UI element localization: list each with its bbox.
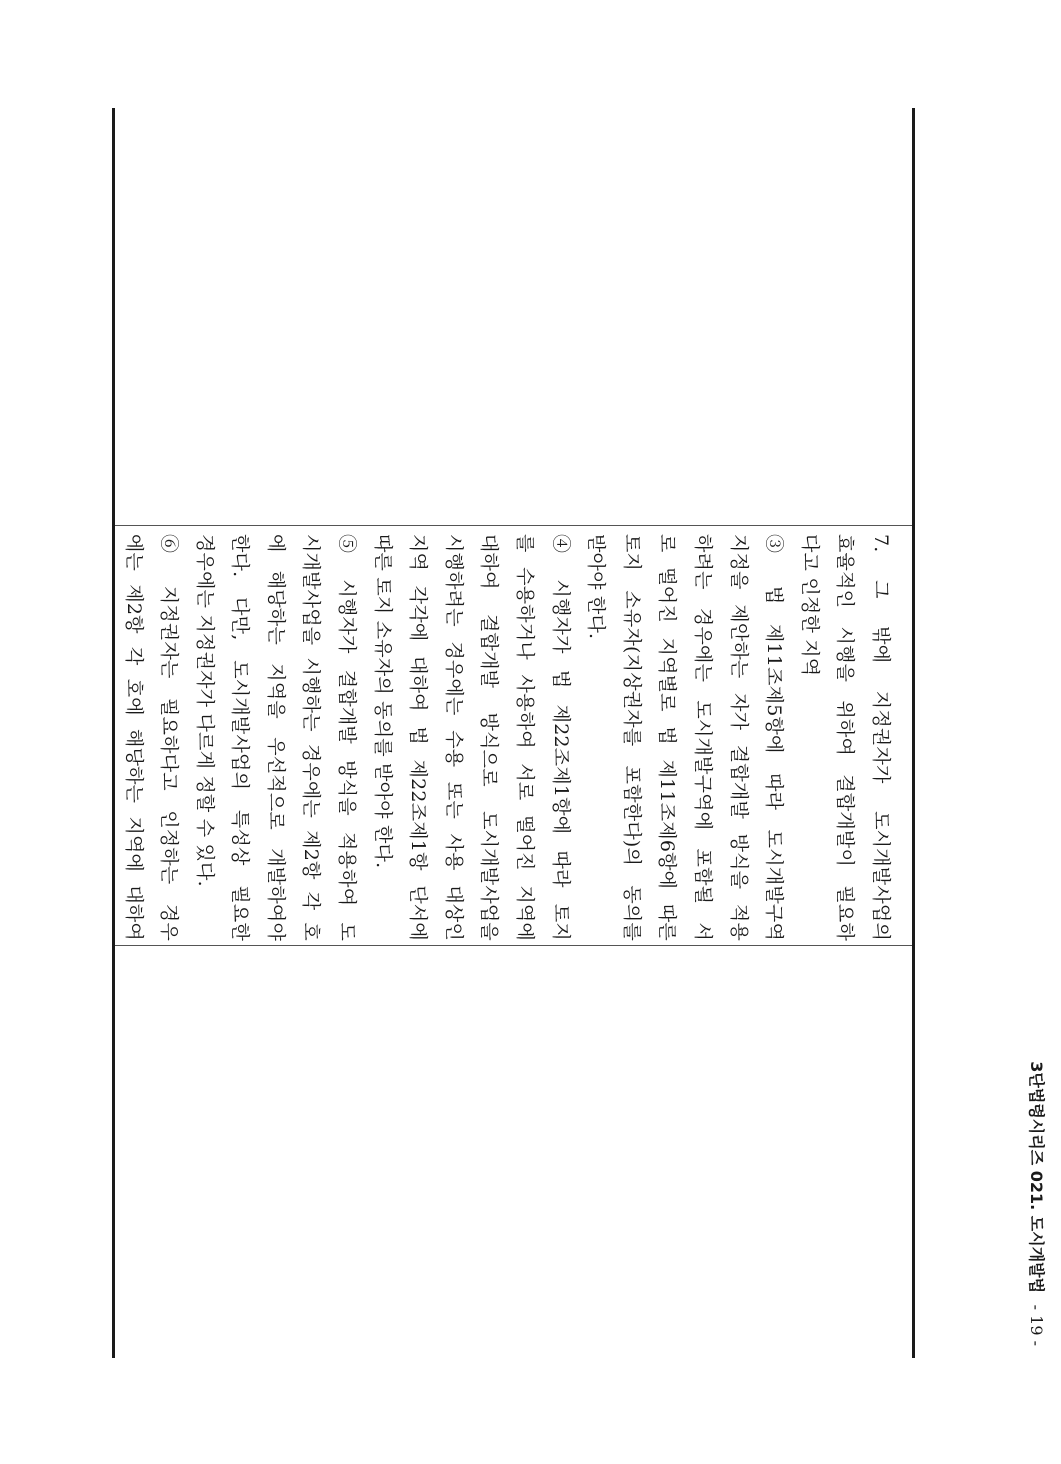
column-left xyxy=(115,108,912,526)
text-line: ③ 법 제11조제5항에 따라 도시개발구역 xyxy=(763,534,786,941)
text-line: 로 떨어진 지역별로 법 제11조제6항에 따른 xyxy=(656,534,679,941)
text-line: 따른 토지 소유자의 동의를 받아야 한다. xyxy=(371,534,394,869)
text-line: 한다. 다만, 도시개발사업의 특성상 필요한 xyxy=(229,534,252,941)
text-line: 받아야 한다. xyxy=(585,534,608,640)
series-title: 3단법령시리즈 021. 도시개발법 xyxy=(1027,1061,1046,1294)
text-line: 시행하려는 경우에는 수용 또는 사용 대상인 xyxy=(442,534,465,941)
column-middle xyxy=(115,526,912,946)
column-right xyxy=(115,946,912,1358)
text-line: 7. 그 밖에 지정권자가 도시개발사업의 xyxy=(870,534,892,941)
text-line: 를 수용하거나 사용하여 서로 떨어진 지역에 xyxy=(514,534,537,941)
text-line: 에 해당하는 지역을 우선적으로 개발하여야 xyxy=(264,534,287,941)
text-line: ④ 시행자가 법 제22조제1항에 따라 토지 xyxy=(549,534,572,941)
text-line: 경우에는 지정권자가 다르게 정할 수 있다. xyxy=(193,534,216,887)
text-line: ⑤ 시행자가 결합개발 방식을 적용하여 도 xyxy=(336,534,359,941)
comparison-table xyxy=(112,108,915,1358)
text-line: 대하여 결합개발 방식으로 도시개발사업을 xyxy=(478,534,501,941)
page-number: - 19 - xyxy=(1027,1304,1046,1346)
text-line: 토지 소유자(지상권자를 포함한다)의 동의를 xyxy=(620,534,643,941)
page-header xyxy=(981,0,1061,1464)
text-line: 지역 각각에 대하여 법 제22조제1항 단서에 xyxy=(407,534,430,941)
text-line: ⑥ 지정권자는 필요하다고 인정하는 경우 xyxy=(158,534,181,941)
text-line: 다고 인정한 지역 xyxy=(798,534,821,677)
text-line: 하려는 경우에는 도시개발구역에 포함될 서 xyxy=(692,534,715,941)
text-line: 시개발사업을 시행하는 경우에는 제2항 각 호 xyxy=(300,534,323,941)
running-header xyxy=(1026,1061,1049,1346)
text-line: 지정을 제안하는 자가 결합개발 방식을 적용 xyxy=(727,534,750,941)
text-line: 효율적인 시행을 위하여 결합개발이 필요하 xyxy=(834,534,857,941)
text-line: 에는 제2항 각 호에 해당하는 지역에 대하여 xyxy=(122,534,145,941)
